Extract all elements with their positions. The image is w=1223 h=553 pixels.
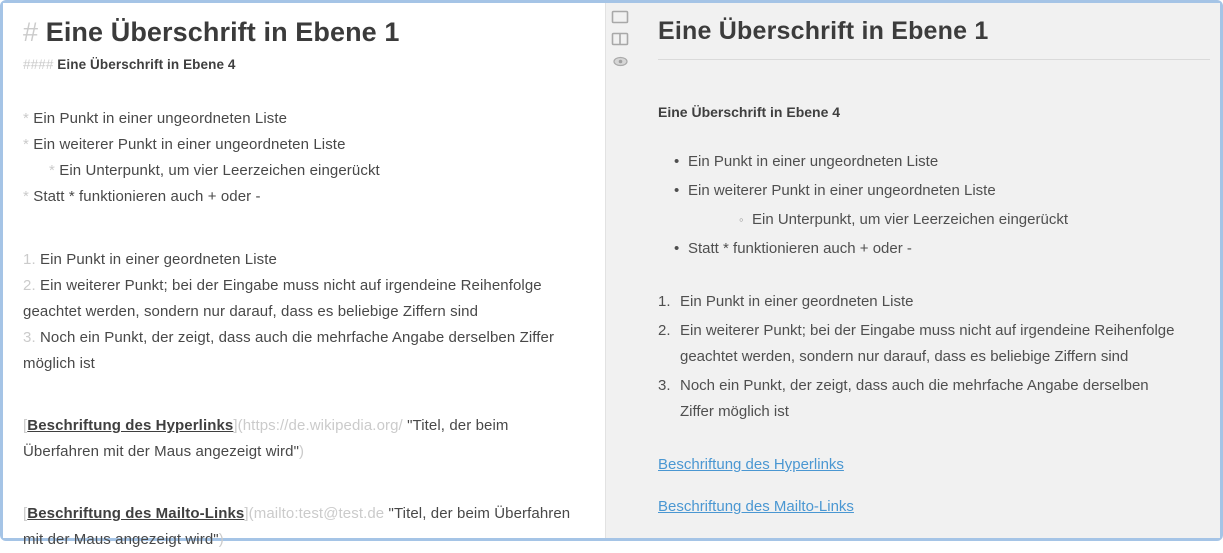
md-syntax-token: ](mailto:test@test.de — [244, 505, 389, 522]
bullet-item — [658, 147, 1210, 176]
editor-line[interactable] — [23, 247, 589, 273]
md-text: Statt * funktionieren auch + oder - — [33, 188, 261, 205]
bullet-item-text: Ein Punkt in einer ungeordneten Liste — [688, 153, 939, 170]
ordered-item-line: Ein weiterer Punkt; bei der Eingabe muss nicht auf irgendeine Reihenfolge — [680, 322, 1175, 339]
sub-bullet-item — [658, 205, 1210, 234]
mailto-link-preview[interactable]: Beschriftung des Mailto-Links — [658, 498, 854, 515]
ordered-item-line: Ein Punkt in einer geordneten Liste — [680, 293, 914, 310]
md-text: Noch ein Punkt, der zeigt, dass auch die mehrfache Angabe derselben Ziffer — [39, 329, 555, 346]
md-text: Ein Unterpunkt, um vier Leerzeichen eingerückt — [59, 162, 380, 179]
bullet-item-text: Statt * funktionieren auch + oder - — [688, 240, 912, 257]
md-text: Beschriftung des Hyperlinks — [27, 417, 234, 434]
md-syntax-token: 2. — [23, 277, 40, 294]
editor-line[interactable] — [23, 501, 589, 527]
editor-line[interactable] — [23, 299, 589, 325]
editor-line[interactable] — [23, 439, 589, 465]
editor-line[interactable] — [23, 15, 589, 49]
link-paragraph — [658, 498, 1210, 516]
bullet-item — [658, 176, 1210, 205]
md-syntax-token: * — [23, 136, 34, 153]
md-syntax-token: ](https://de.wikipedia.org/ — [233, 417, 408, 434]
view-mode-toolbar — [611, 10, 629, 69]
bullet-item-text: Ein weiterer Punkt in einer ungeordneten Liste — [688, 182, 996, 199]
ordered-item — [658, 318, 1210, 370]
ordered-item — [658, 289, 1210, 315]
preview-links — [658, 456, 1210, 516]
md-text: geachtet werden, sondern nur darauf, dass es beliebige Ziffern sind — [23, 303, 479, 320]
preview-ordered-list — [658, 289, 1210, 425]
md-syntax-token: ) — [218, 531, 224, 548]
ordered-item-line: Ziffer möglich ist — [680, 403, 789, 420]
sub-bullet-dot-icon: ◦ — [739, 212, 744, 227]
editor-line[interactable] — [23, 132, 589, 158]
bullet-dot-icon: • — [674, 153, 680, 170]
md-syntax-token: * — [49, 162, 60, 179]
ordered-item — [658, 373, 1210, 425]
md-text: Ein weiterer Punkt in einer ungeordneten Liste — [33, 136, 346, 153]
editor-view-icon[interactable] — [611, 10, 629, 25]
ordered-item-text — [680, 318, 1174, 370]
hyperlink-preview[interactable]: Beschriftung des Hyperlinks — [658, 456, 844, 473]
editor-line[interactable] — [23, 413, 589, 439]
md-syntax-token: [ — [23, 505, 28, 522]
bullet-dot-icon: • — [674, 182, 680, 199]
md-text: "Titel, der beim Überfahren — [388, 505, 571, 522]
preview-heading-1: Eine Überschrift in Ebene 1 — [658, 17, 989, 45]
ordered-item-number: 3. — [658, 377, 671, 394]
sub-bullet-item-text: Ein Unterpunkt, um vier Leerzeichen eingerückt — [752, 211, 1068, 228]
ordered-item-number: 2. — [658, 322, 671, 339]
md-syntax-token: # — [23, 17, 46, 47]
md-text: Ein Punkt in einer geordneten Liste — [39, 251, 277, 268]
preview-heading-4: Eine Überschrift in Ebene 4 — [658, 104, 841, 120]
editor-line[interactable] — [23, 351, 589, 377]
ordered-item-line: geachtet werden, sondern nur darauf, dass es beliebige Ziffern sind — [680, 348, 1129, 365]
heading-rule — [658, 59, 1210, 60]
md-text: Überfahren mit der Maus angezeigt wird" — [23, 443, 300, 460]
markdown-preview-pane — [605, 3, 1220, 538]
preview-content — [606, 3, 1220, 526]
md-text: Eine Überschrift in Ebene 4 — [57, 57, 236, 72]
markdown-source-editor[interactable] — [3, 3, 605, 548]
md-text: Beschriftung des Mailto-Links — [27, 505, 245, 522]
md-text: Eine Überschrift in Ebene 1 — [45, 17, 400, 47]
ordered-item-text — [680, 289, 914, 315]
editor-content — [23, 15, 589, 553]
split-view-icon[interactable] — [611, 32, 629, 47]
ordered-item-line: Noch ein Punkt, der zeigt, dass auch die mehrfache Angabe derselben — [680, 377, 1149, 394]
preview-eye-icon[interactable] — [611, 54, 629, 69]
md-text: möglich ist — [23, 355, 95, 372]
ordered-item-number: 1. — [658, 293, 671, 310]
md-text: mit der Maus angezeigt wird" — [23, 531, 219, 548]
md-text: "Titel, der beim — [407, 417, 509, 434]
md-syntax-token: * — [23, 110, 34, 127]
editor-line[interactable] — [23, 184, 589, 210]
preview-bullet-list — [658, 147, 1210, 263]
md-text: Ein weiterer Punkt; bei der Eingabe muss nicht auf irgendeine Reihenfolge — [39, 277, 542, 294]
editor-line[interactable] — [23, 158, 589, 184]
editor-line[interactable] — [23, 273, 589, 299]
editor-line[interactable] — [23, 527, 589, 553]
editor-line[interactable] — [23, 55, 589, 75]
md-syntax-token: #### — [23, 57, 58, 72]
editor-line[interactable] — [23, 106, 589, 132]
md-syntax-token: ) — [299, 443, 305, 460]
ordered-item-text — [680, 373, 1149, 425]
md-syntax-token: * — [23, 188, 34, 205]
md-syntax-token: 3. — [23, 329, 40, 346]
md-syntax-token: 1. — [23, 251, 40, 268]
editor-line[interactable] — [23, 325, 589, 351]
bullet-dot-icon: • — [674, 240, 680, 257]
link-paragraph — [658, 456, 1210, 474]
md-syntax-token: [ — [23, 417, 28, 434]
bullet-item — [658, 234, 1210, 263]
md-text: Ein Punkt in einer ungeordneten Liste — [33, 110, 288, 127]
